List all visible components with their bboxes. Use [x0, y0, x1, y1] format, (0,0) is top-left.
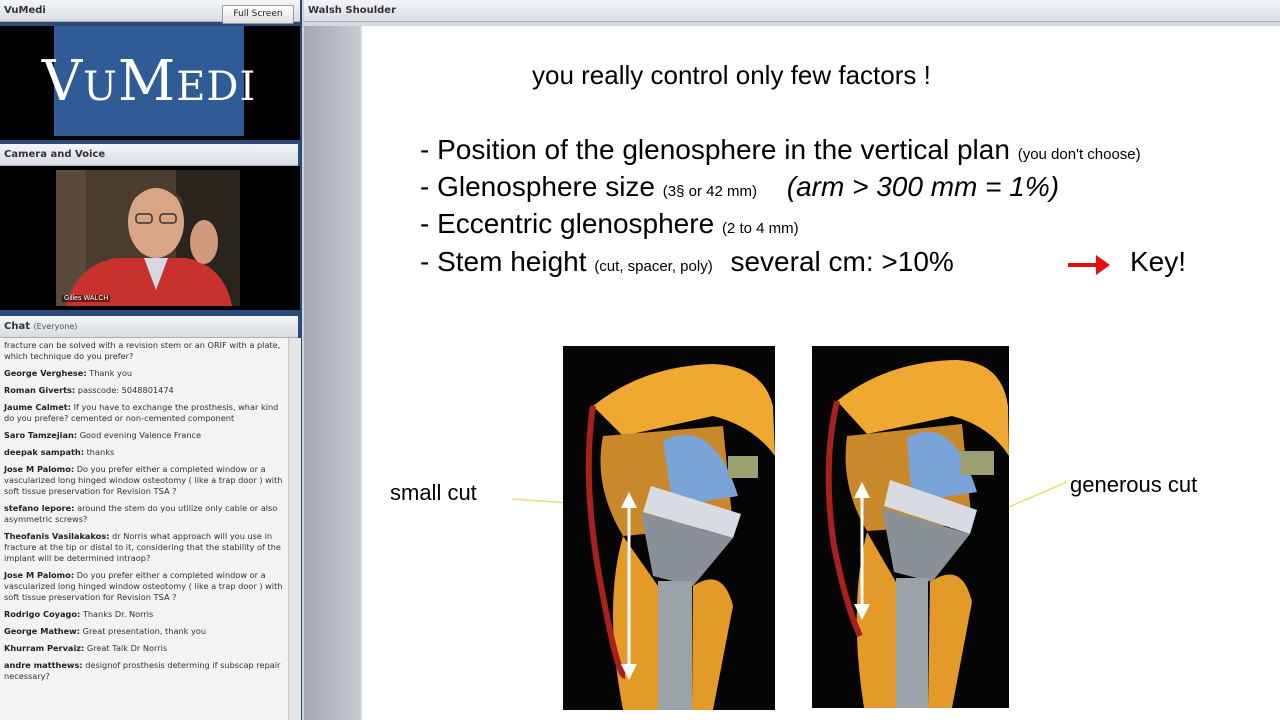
chat-text: If you have to exchange the prosthesis, whar kind do you prefere? cemented or non-cemented component	[4, 402, 279, 423]
chat-message	[0, 607, 288, 622]
small-cut-label: small cut	[390, 480, 477, 505]
chat-author: stefano lepore:	[4, 503, 75, 513]
chat-text: dr Norris what approach will you use in fracture at the tip or distal to it, considering that the stability of the implant will be determined intraop?	[4, 531, 281, 563]
slide-title: you really control only few factors !	[532, 60, 931, 90]
generous-cut-label: generous cut	[1070, 472, 1198, 497]
chat-author: Jaume Calmet:	[4, 402, 71, 412]
chat-text: Great Talk Dr Norris	[86, 643, 168, 653]
key-label: Key!	[1130, 246, 1187, 277]
speaker-video	[56, 170, 240, 306]
chat-author: George Mathew:	[4, 626, 81, 636]
camera-panel-header	[0, 144, 298, 166]
camera-view	[0, 166, 300, 310]
chat-text: Great presentation, thank you	[82, 626, 207, 636]
bullet-size	[420, 171, 1059, 203]
red-arrow-icon	[1066, 252, 1112, 278]
chat-author: Rodrigo Coyago:	[4, 609, 81, 619]
chat-message	[0, 462, 288, 499]
chat-message	[0, 366, 288, 381]
speaker-name-label: Gilles WALCH	[64, 295, 109, 302]
chat-message	[0, 658, 288, 684]
bullet-main: - Stem height	[420, 246, 587, 277]
chat-text: designof prosthesis determing if subscap repair necessary?	[4, 660, 281, 681]
bullet-note: (cut, spacer, poly)	[594, 258, 713, 275]
chat-message-list[interactable]	[0, 338, 288, 720]
shoulder-image-small-cut	[563, 346, 775, 710]
chat-message	[0, 624, 288, 639]
chat-text: Good evening Valence France	[79, 430, 202, 440]
chat-author: andre matthews:	[4, 660, 83, 670]
logo-text: VUMEDI	[41, 48, 257, 114]
full-screen-button[interactable]: Full Screen	[222, 5, 294, 24]
chat-author: Roman Giverts:	[4, 385, 76, 395]
chat-author: Jose M Palomo:	[4, 464, 75, 474]
chat-text: around the stem do you utilize only cable or also asymmetric screws?	[4, 503, 278, 524]
chat-message	[0, 338, 288, 364]
bullet-extra: (arm > 300 mm = 1%)	[786, 171, 1060, 202]
chat-message	[0, 529, 288, 566]
logo-area	[0, 26, 300, 140]
chat-title: Chat	[4, 321, 30, 332]
chat-author: Saro Tamzejian:	[4, 430, 78, 440]
chat-text: Do you prefer either a completed window or a vascularized long hinged window osteotomy ( like a trap door ) with soft tissue preservation for Revision TSA ?	[4, 570, 283, 602]
bullet-note: (3§ or 42 mm)	[662, 183, 757, 200]
chat-author: Jose M Palomo:	[4, 570, 75, 580]
bullet-main: - Glenosphere size	[420, 171, 656, 202]
vumedi-panel-title: VuMedi	[4, 5, 46, 16]
bullet-note: (2 to 4 mm)	[721, 220, 799, 237]
bullet-extra: several cm: >10%	[730, 246, 954, 277]
chat-scrollbar[interactable]	[288, 338, 301, 720]
vumedi-logo	[41, 26, 257, 136]
bullet-main: - Position of the glenosphere in the vertical plan	[420, 134, 1010, 165]
chat-message	[0, 445, 288, 460]
chat-author: deepak sampath:	[4, 447, 84, 457]
slide-gutter	[304, 26, 360, 720]
chat-panel-header	[0, 316, 298, 338]
chat-author: Khurram Pervaiz:	[4, 643, 85, 653]
chat-text: passcode: 5048801474	[77, 385, 174, 395]
chat-text: fracture can be solved with a revision stem or an ORIF with a plate, which technique do you prefer?	[4, 340, 281, 361]
presentation-title: Walsh Shoulder	[308, 5, 397, 16]
chat-text: Thanks Dr. Norris	[82, 609, 154, 619]
bullet-main: - Eccentric glenosphere	[420, 208, 715, 239]
chat-scope: (Everyone)	[33, 322, 78, 331]
camera-panel-title: Camera and Voice	[4, 149, 106, 160]
speaker-figure	[56, 170, 240, 306]
chat-message	[0, 383, 288, 398]
chat-message	[0, 568, 288, 605]
chat-message	[0, 641, 288, 656]
shoulder-image-generous-cut	[812, 346, 1009, 708]
chat-text: Do you prefer either a completed window or a vascularized long hinged window osteotomy ( like a trap door ) with soft tissue preservation for Revision TSA ?	[4, 464, 283, 496]
chat-message	[0, 400, 288, 426]
chat-author: George Verghese:	[4, 368, 87, 378]
chat-text: Thank you	[89, 368, 133, 378]
main-panel-header	[304, 0, 1280, 22]
chat-text: thanks	[86, 447, 115, 457]
bullet-position	[420, 134, 1141, 166]
chat-author: Theofanis Vasilakakos:	[4, 531, 110, 541]
bullet-eccentric	[420, 208, 799, 240]
chat-message	[0, 501, 288, 527]
bullet-note: (you don't choose)	[1017, 146, 1141, 163]
chat-message	[0, 428, 288, 443]
bullet-stem	[420, 246, 954, 278]
